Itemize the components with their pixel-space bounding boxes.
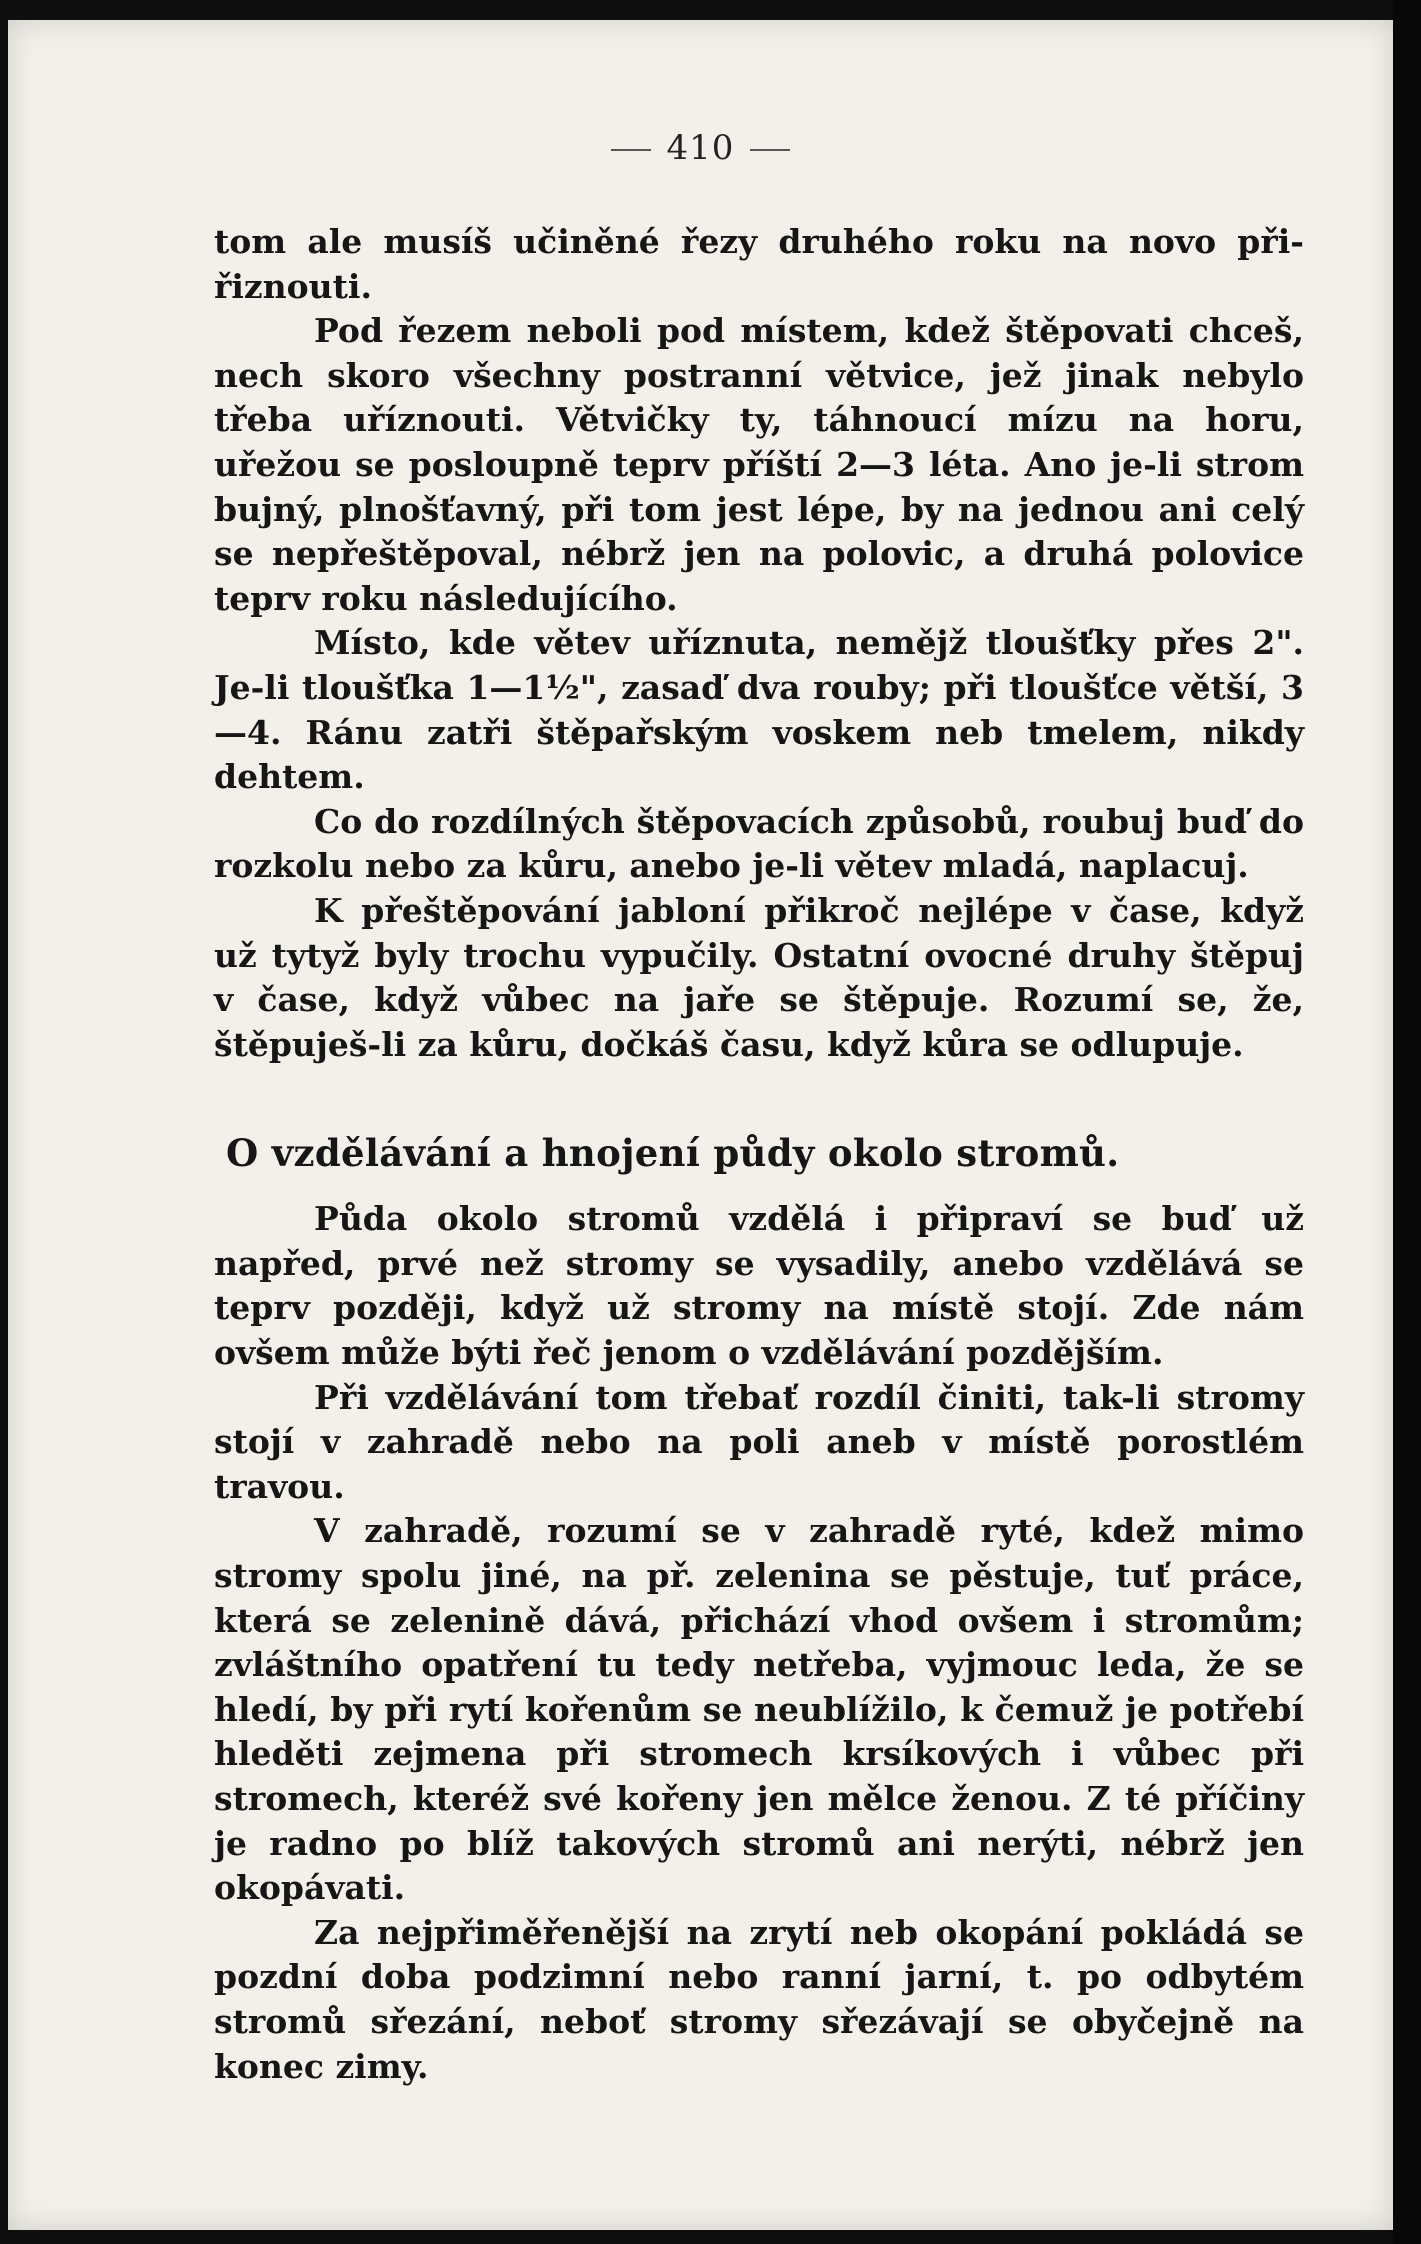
paragraph: V zahradě, rozumí se v zahradě ryté, kdež mimo stromy spolu jiné, na př. zelenina se pěstuje, tuť práce, která se zelenině dává, přichází vhod ovšem i stromům; zvláštního opatření tu tedy netřeba, vyjmouc leda, že se hledí, by při rytí kořenům se neublížilo, k čemuž je potřebí hleděti zejmena při stromech krsíkových i vůbec při stromech, kteréž své kořeny jen mělce ženou. Z té příčiny je radno po blíž takových stromů ani nerýti, nébrž jen okopávati. (214, 1511, 1304, 1908)
dash-right (750, 149, 790, 151)
paragraph: Při vzdělávání tom třebať rozdíl činiti, tak-li stromy stojí v zahradě nebo na poli aneb v místě porostlém travou. (214, 1377, 1304, 1506)
section-heading: O vzdělávání a hnojení půdy okolo stromů. (226, 1131, 1120, 1176)
paragraph: Za nejpřiměřenější na zrytí neb okopání pokládá se pozdní doba podzimní nebo ranní jarní, t. po odbytém stromů sřezání, neboť stromy sřezávají se obyčejně na konec zimy. (214, 1912, 1304, 2086)
paragraph: Pod řezem neboli pod místem, kdež štěpovati chceš, nech skoro všechny postranní větvice, jež jinak nebylo třeba uříznouti. Větvičky ty, táhnoucí mízu na horu, uřežou se posloupně teprv příští 2—3 léta. Ano je-li strom bujný, plnošťavný, při tom jest lépe, by na jednou ani celý se nepřeštěpoval, nébrž jen na polovic, a druhá polovice teprv roku následujícího. (214, 311, 1304, 618)
dash-left (611, 149, 651, 151)
paragraph: Co do rozdílných štěpovacích způsobů, roubuj buď do rozkolu nebo za kůru, anebo je-li větev mladá, naplacuj. (214, 801, 1304, 886)
book-page (8, 20, 1393, 2230)
paragraph: K přeštěpování jabloní přikroč nejlépe v čase, když už tytyž byly trochu vypučily. Ostatní ovocné druhy štěpuj v čase, když vůbec na jaře se štěpuje. Rozumí se, že, štěpuješ-li za kůru, dočkáš času, když kůra se odlupuje. (214, 890, 1304, 1064)
body-text (214, 220, 1304, 2089)
paragraph: tom ale musíš učiněné řezy druhého roku na novo při-řiznouti. (214, 222, 1304, 306)
page-number-text: 410 (666, 128, 735, 168)
scan-edge (1393, 0, 1421, 2244)
paragraph: Místo, kde větev uříznuta, nemějž tloušťky přes 2". Je-li tloušťka 1—1½", zasaď dva rouby; při tloušťce větší, 3—4. Ránu zatři štěpařským voskem neb tmelem, nikdy dehtem. (214, 623, 1304, 797)
page-number (8, 128, 1393, 168)
paragraph: Půda okolo stromů vzdělá i připraví se buď už napřed, prvé než stromy se vysadily, anebo vzdělává se teprv později, když už stromy na místě stojí. Zde nám ovšem může býti řeč jenom o vzdělávání pozdějším. (214, 1199, 1304, 1373)
